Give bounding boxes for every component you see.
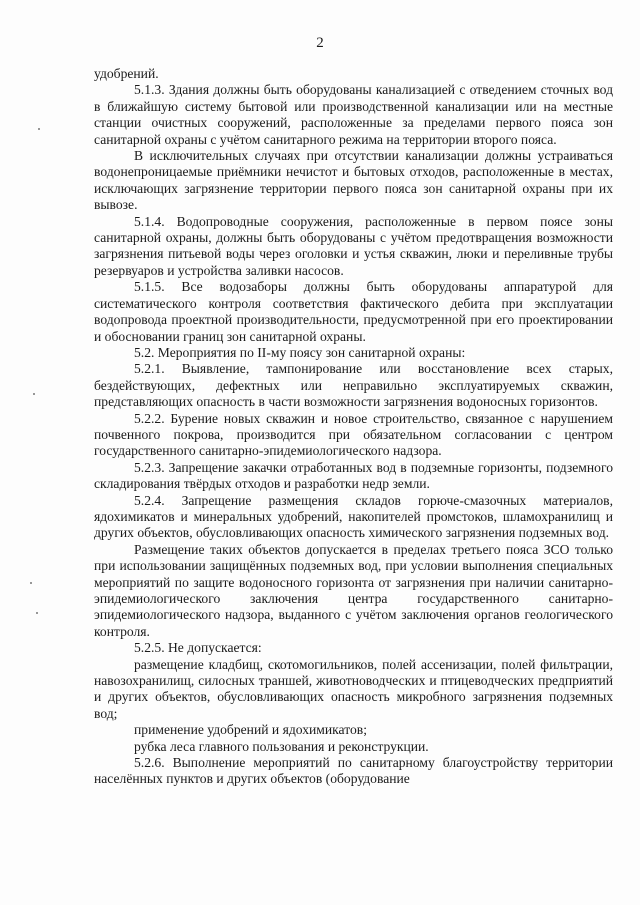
- paragraph: 5.2.3. Запрещение закачки отработанных вод в подземные горизонты, подземного складирования твёрдых отходов и разработки недр земли.: [94, 459, 613, 492]
- scan-speck: [30, 582, 32, 584]
- page-number: 2: [316, 35, 324, 51]
- section-heading: 5.2. Мероприятия по II-му поясу зон санитарной охраны:: [134, 344, 466, 360]
- scan-speck: [38, 128, 40, 130]
- paragraph: 5.2.1. Выявление, тампонирование или восстановление всех старых, бездействующих, дефектных или неправильно эксплуатируемых скважин, представляющих опасность в части возможности загрязнения водоносных горизонтов.: [94, 361, 613, 410]
- document-body: [94, 66, 613, 788]
- list-item: размещение кладбищ, скотомогильников, полей ассенизации, полей фильтрации, навозохранилищ, силосных траншей, животноводческих и птицеводческих предприятий и других объектов, обусловливающих опасность микробного загрязнения подземных вод;: [94, 656, 613, 721]
- paragraph: В исключительных случаях при отсутствии канализации должны устраиваться водонепроницаемые приёмники нечистот и бытовых отходов, расположенные в местах, исключающих загрязнение территории первого пояса зон санитарной охраны при их вывозе.: [94, 148, 613, 213]
- paragraph: удобрений.: [94, 66, 159, 81]
- paragraph: 5.2.5. Не допускается:: [134, 640, 262, 656]
- paragraph: 5.1.3. Здания должны быть оборудованы канализацией с отведением сточных вод в ближайшую систему бытовой или производственной канализации или на местные станции очистных сооружений, расположенные за пределами первого пояса зон санитарной охраны с учётом санитарного режима на территории второго пояса.: [94, 82, 613, 147]
- list-item: применение удобрений и ядохимикатов;: [134, 722, 367, 738]
- paragraph: 5.2.2. Бурение новых скважин и новое строительство, связанное с нарушением почвенного покрова, производится при обязательном согласовании с центром государственного санитарно-эпидемиологического надзора.: [94, 410, 613, 459]
- paragraph: Размещение таких объектов допускается в пределах третьего пояса ЗСО только при использовании защищённых подземных вод, при условии выполнения специальных мероприятий по защите водоносного горизонта от загрязнения при наличии санитарно-эпидемиологического заключения центра государственного санитарно-эпидемиологического надзора, выданного с учётом заключения органов геологического контроля.: [94, 541, 613, 639]
- scan-speck: [36, 612, 38, 614]
- paragraph: 5.2.4. Запрещение размещения складов горюче-смазочных материалов, ядохимикатов и минеральных удобрений, накопителей промстоков, шламохранилищ и других объектов, обусловливающих опасность химического загрязнения подземных вод.: [94, 492, 613, 541]
- paragraph: 5.1.5. Все водозаборы должны быть оборудованы аппаратурой для систематического контроля соответствия фактического дебита при эксплуатации водопровода проектной производительности, предусмотренной при его проектировании и обосновании границ зон санитарной охраны.: [94, 279, 613, 344]
- list-item: рубка леса главного пользования и реконструкции.: [134, 738, 429, 754]
- scan-speck: [33, 393, 35, 395]
- paragraph: 5.1.4. Водопроводные сооружения, расположенные в первом поясе зоны санитарной охраны, должны быть оборудованы с учётом предотвращения возможности загрязнения питьевой воды через оголовки и устья скважин, люки и переливные трубы резервуаров и устройства заливки насосов.: [94, 213, 613, 278]
- paragraph: 5.2.6. Выполнение мероприятий по санитарному благоустройству территории населённых пунктов и других объектов (оборудование: [94, 755, 613, 787]
